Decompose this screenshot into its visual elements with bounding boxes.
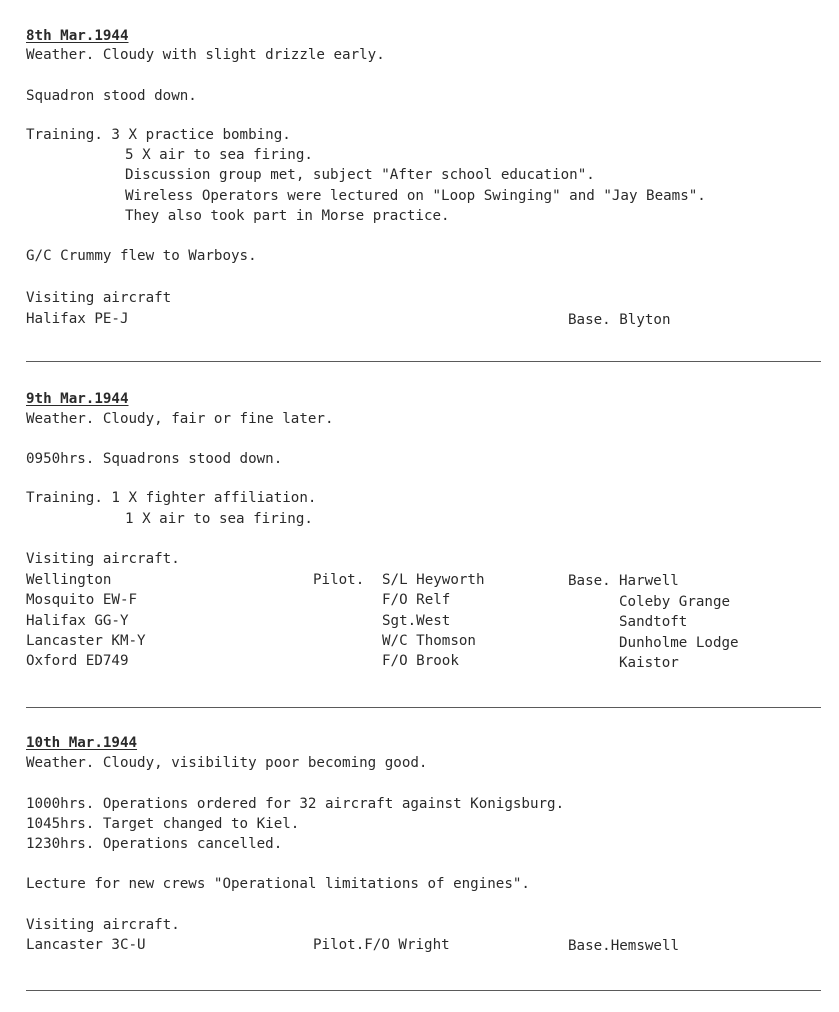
visitor-pilot: Pilot.F/O Wright — [313, 937, 450, 953]
visitor-aircraft: Mosquito EW-F — [26, 592, 138, 608]
base-label: Base. — [568, 573, 611, 589]
visitor-base: Base.Hemswell — [568, 938, 680, 954]
training-line: Discussion group met, subject "After school education". — [125, 167, 595, 183]
visitor-aircraft: Lancaster KM-Y — [26, 633, 146, 649]
visiting-aircraft-heading: Visiting aircraft. — [26, 917, 180, 933]
section-divider — [26, 990, 821, 991]
operations-line: 1230hrs. Operations cancelled. — [26, 836, 283, 852]
entry-date: 8th Mar.1944 — [26, 28, 129, 44]
section-divider — [26, 707, 821, 708]
weather-line: Weather. Cloudy, visibility poor becoming good. — [26, 755, 428, 771]
operations-line: 1000hrs. Operations ordered for 32 aircraft against Konigsburg. — [26, 796, 565, 812]
section-divider — [26, 361, 821, 362]
visiting-aircraft-heading: Visiting aircraft — [26, 290, 172, 306]
visitor-base: Coleby Grange — [619, 594, 731, 610]
note-line: G/C Crummy flew to Warboys. — [26, 248, 257, 264]
entry-date: 9th Mar.1944 — [26, 391, 129, 407]
visitor-aircraft: Oxford ED749 — [26, 653, 129, 669]
visitor-base: Sandtoft — [619, 614, 688, 630]
visitor-pilot: S/L Heyworth — [382, 572, 485, 588]
visitor-aircraft: Wellington — [26, 572, 112, 588]
training-line: They also took part in Morse practice. — [125, 208, 450, 224]
visitor-pilot: F/O Relf — [382, 592, 451, 608]
lecture-line: Lecture for new crews "Operational limitations of engines". — [26, 876, 530, 892]
weather-line: Weather. Cloudy, fair or fine later. — [26, 411, 334, 427]
visiting-aircraft-heading: Visiting aircraft. — [26, 551, 180, 567]
visitor-base: Base. Blyton — [568, 312, 671, 328]
visitor-base: Kaistor — [619, 655, 679, 671]
pilot-label: Pilot. — [313, 572, 365, 588]
stood-down-line: 0950hrs. Squadrons stood down. — [26, 451, 283, 467]
entry-date: 10th Mar.1944 — [26, 735, 138, 751]
training-line: 5 X air to sea firing. — [125, 147, 313, 163]
visitor-base: Dunholme Lodge — [619, 635, 739, 651]
visitor-aircraft: Halifax PE-J — [26, 311, 129, 327]
visitor-pilot: F/O Brook — [382, 653, 459, 669]
operations-line: 1045hrs. Target changed to Kiel. — [26, 816, 300, 832]
training-line: 1 X air to sea firing. — [125, 511, 313, 527]
weather-line: Weather. Cloudy with slight drizzle early. — [26, 47, 385, 63]
stood-down-line: Squadron stood down. — [26, 88, 197, 104]
visitor-pilot: Sgt.West — [382, 613, 451, 629]
visitor-base: Harwell — [619, 573, 679, 589]
visitor-aircraft: Lancaster 3C-U — [26, 937, 146, 953]
training-line: Training. 1 X fighter affiliation. — [26, 490, 317, 506]
visitor-aircraft: Halifax GG-Y — [26, 613, 129, 629]
visitor-pilot: W/C Thomson — [382, 633, 476, 649]
training-line: Wireless Operators were lectured on "Loop Swinging" and "Jay Beams". — [125, 188, 706, 204]
training-line: Training. 3 X practice bombing. — [26, 127, 291, 143]
